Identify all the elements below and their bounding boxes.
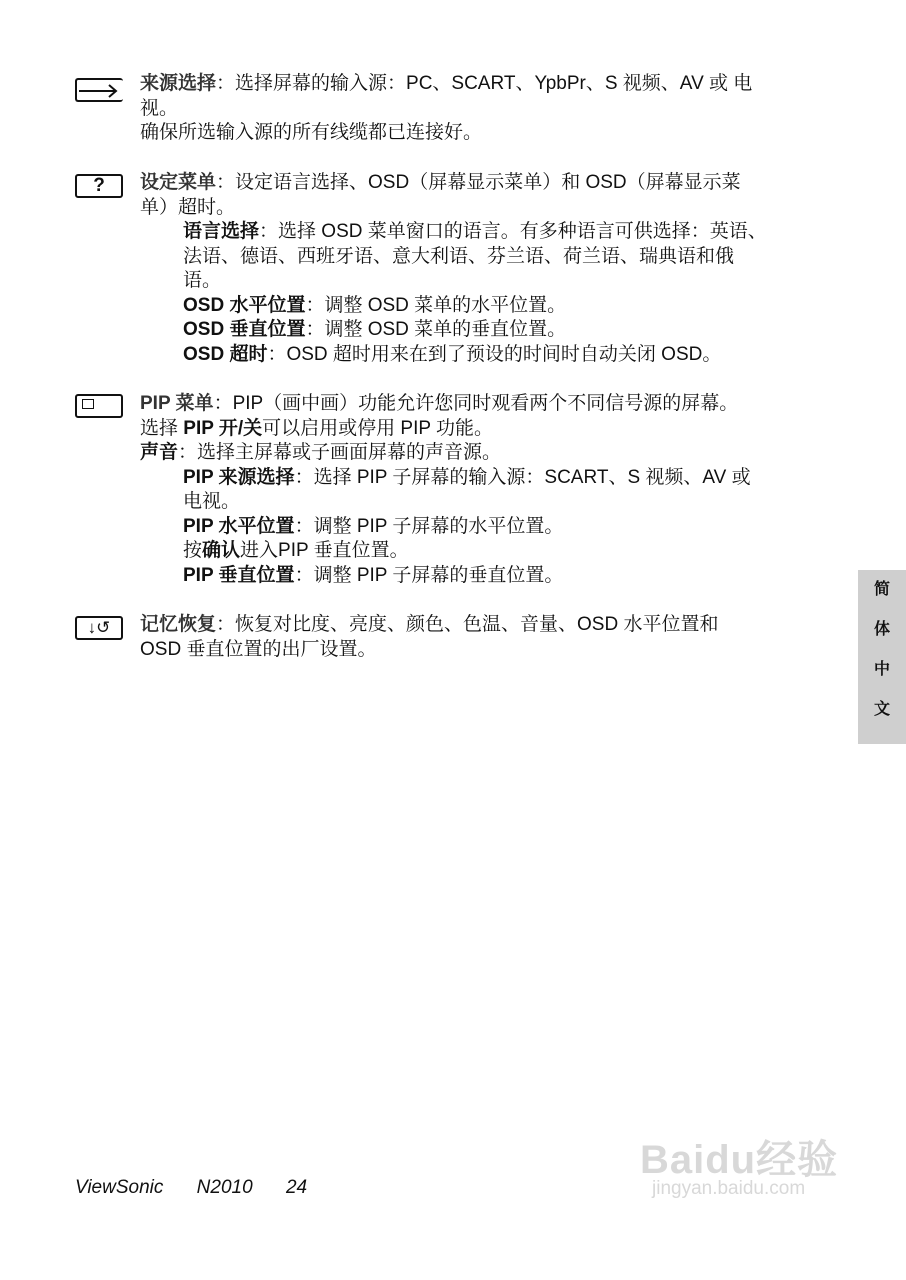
osd-vpos-label: OSD 垂直位置: [183, 319, 306, 340]
page-footer: [75, 1176, 335, 1201]
question-icon: ?: [75, 174, 123, 198]
pip-vpos-text: ：调整 PIP 子屏幕的垂直位置。: [294, 564, 564, 586]
recall-desc-cont: OSD 垂直位置的出厂设置。: [140, 638, 377, 660]
pip-toggle-post: 可以启用或停用 PIP 功能。: [262, 417, 493, 439]
lang-label: 语言选择: [183, 221, 260, 242]
recall-desc: ：恢复对比度、亮度、颜色、色温、音量、OSD 水平位置和: [216, 614, 719, 635]
side-tab-char: 体: [873, 621, 890, 638]
confirm-pre: 按: [183, 540, 203, 561]
pip-src-text: ：选择 PIP 子屏幕的输入源：SCART、S 视频、AV 或: [294, 466, 751, 488]
pip-vpos-label: PIP 垂直位置: [183, 564, 295, 586]
sound-label: 声音: [140, 442, 179, 463]
osd-hpos-text: ：调整 OSD 菜单的水平位置。: [305, 294, 567, 316]
source-desc-cont: 视。: [140, 97, 179, 119]
watermark-logo: Baidu经验: [640, 1138, 839, 1182]
watermark-url: jingyan.baidu.com: [652, 1177, 806, 1199]
lang-text-2: 法语、德语、西班牙语、意大利语、芬兰语、荷兰语、瑞典语和俄: [183, 245, 735, 267]
source-desc: ：选择屏幕的输入源：PC、SCART、YpbPr、S 视频、AV 或 电: [216, 73, 753, 94]
pip-desc: ：PIP（画中画）功能允许您同时观看两个不同信号源的屏幕。: [213, 393, 739, 414]
setup-text: [140, 171, 830, 367]
source-title: 来源选择: [140, 73, 217, 94]
baidu-watermark: [640, 1138, 839, 1201]
language-side-tab: [858, 570, 906, 744]
source-note: 确保所选输入源的所有线缆都已连接好。: [140, 122, 483, 143]
pip-toggle-label: PIP 开/关: [183, 417, 263, 439]
osd-vpos-text: ：调整 OSD 菜单的垂直位置。: [305, 319, 567, 340]
setup-title: 设定菜单: [140, 172, 217, 193]
sound-text: ：选择主屏幕或子画面屏幕的声音源。: [178, 442, 502, 463]
osd-timeout-label: OSD 超时: [183, 343, 268, 365]
recall-icon: ↓↺: [75, 616, 123, 640]
pip-subwindow-icon: [82, 399, 94, 409]
side-tab-char: 中: [873, 661, 890, 678]
pip-text: [140, 392, 830, 588]
osd-hpos-label: OSD 水平位置: [183, 294, 306, 316]
footer-brand: ViewSonic: [75, 1177, 164, 1198]
pip-toggle-pre: 选择: [140, 417, 184, 439]
input-arrow-icon: [75, 78, 123, 102]
pip-src-label: PIP 来源选择: [183, 466, 295, 488]
confirm-post: 进入PIP 垂直位置。: [240, 540, 409, 561]
lang-text: ：选择 OSD 菜单窗口的语言。有多种语言可供选择：英语、: [259, 221, 767, 242]
footer-page-number: 24: [285, 1177, 308, 1198]
recall-title: 记忆恢复: [140, 614, 217, 635]
setup-desc-cont: 单）超时。: [140, 196, 236, 218]
recall-text: [140, 613, 830, 662]
source-text: [140, 72, 830, 146]
pip-hpos-text: ：调整 PIP 子屏幕的水平位置。: [294, 515, 564, 537]
osd-timeout-text: ：OSD 超时用来在到了预设的时间时自动关闭 OSD。: [267, 343, 722, 365]
side-tab-char: 文: [873, 701, 890, 718]
confirm-label: 确认: [202, 540, 241, 561]
footer-model: N2010: [196, 1177, 253, 1198]
pip-window-icon: [75, 394, 123, 418]
side-tab-char: 简: [873, 581, 890, 598]
setup-desc: ：设定语言选择、OSD（屏幕显示菜单）和 OSD（屏幕显示菜: [216, 172, 741, 193]
lang-text-3: 语。: [183, 270, 222, 291]
pip-src-text-2: 电视。: [183, 491, 241, 512]
pip-hpos-label: PIP 水平位置: [183, 515, 295, 537]
pip-title: PIP 菜单: [140, 393, 214, 414]
